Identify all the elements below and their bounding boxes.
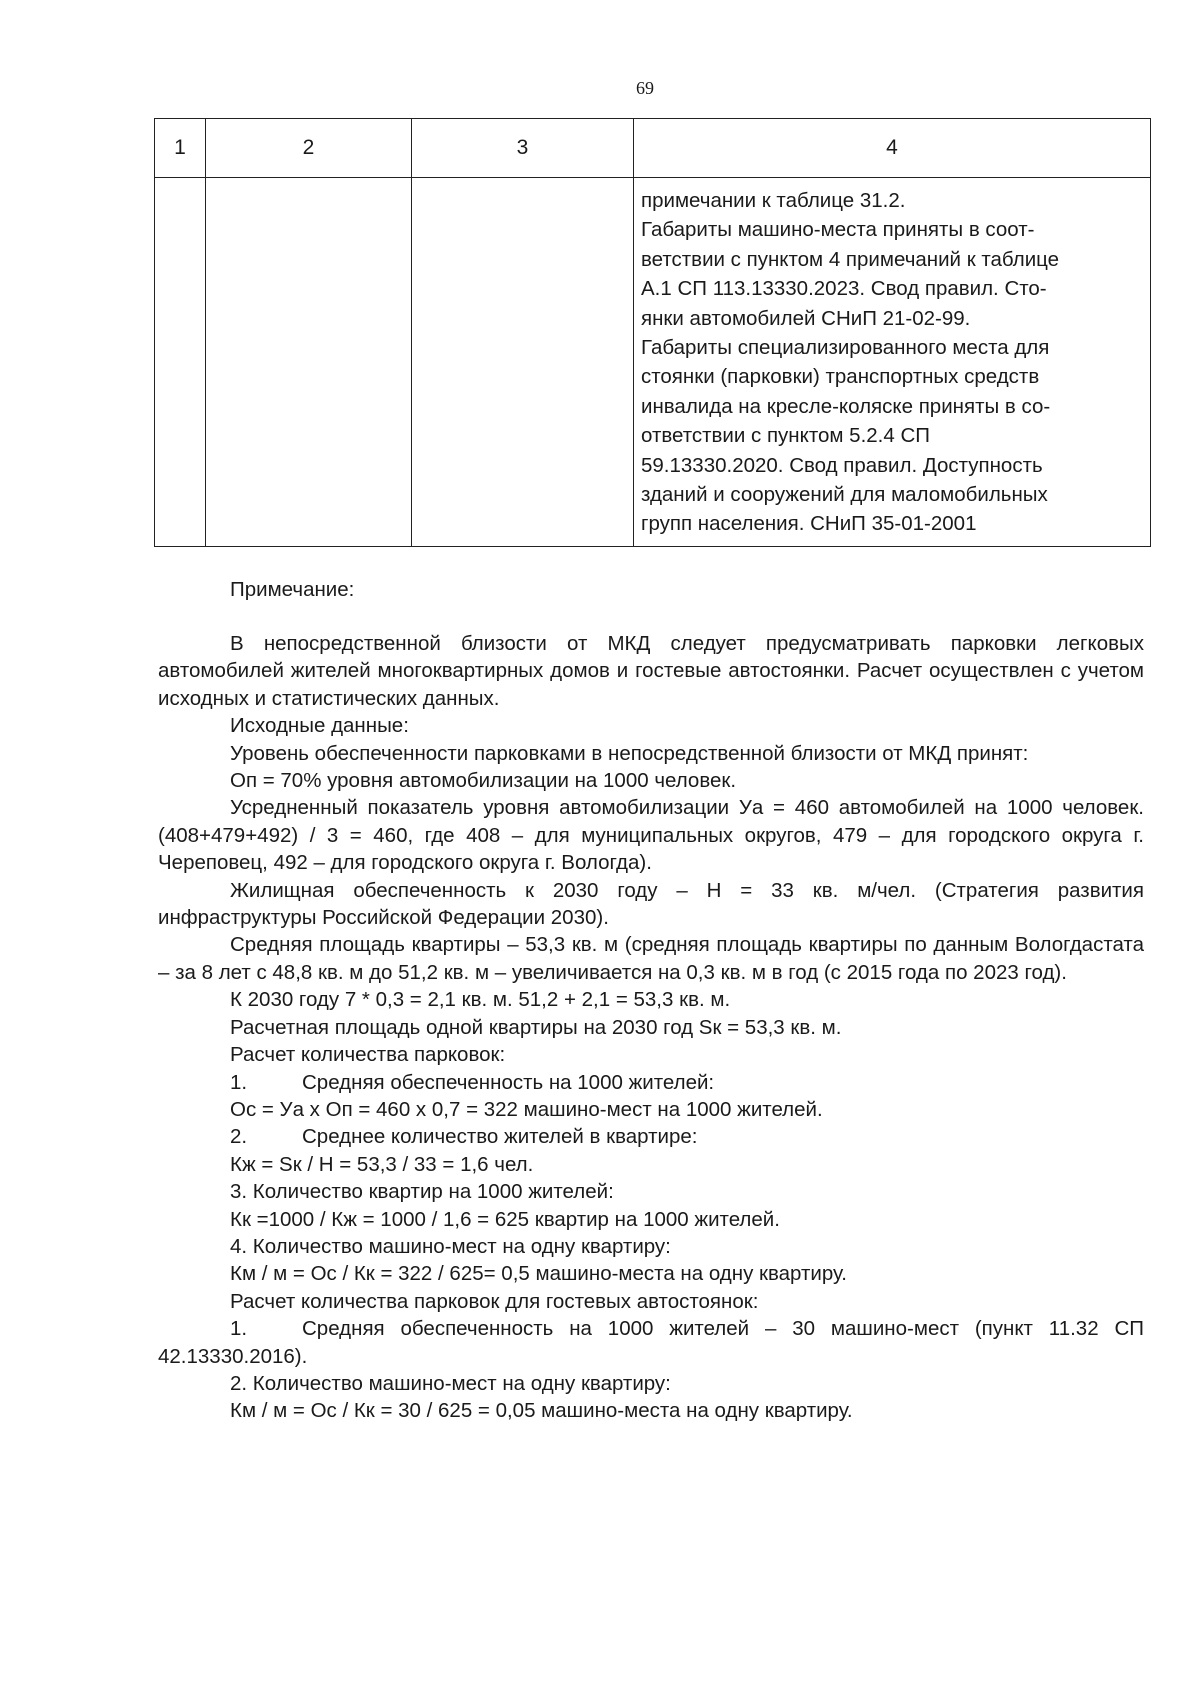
guest-calc-heading: Расчет количества парковок для гостевых автостоянок:: [230, 1289, 759, 1313]
km-formula: Км / м = Ос / Кк = 322 / 625= 0,5 машино-места на одну квартиру.: [230, 1262, 847, 1286]
list-item: [158, 1315, 1144, 1370]
table-header-row: [155, 119, 1151, 178]
guest-km-formula: Км / м = Ос / Кк = 30 / 625 = 0,05 машино-места на одну квартиру.: [230, 1399, 853, 1423]
cell-line: инвалида на кресле-коляске приняты в со-: [641, 394, 1051, 418]
initial-data-heading: Исходные данные:: [230, 714, 409, 738]
list-item-text: Средняя обеспеченность на 1000 жителей – 30 машино-мест (пункт 11.32 СП 42.13330.2016).: [158, 1317, 1144, 1368]
list-item: 2. Количество машино-мест на одну квартиру:: [230, 1371, 671, 1395]
parking-calc-heading: Расчет количества парковок:: [230, 1043, 506, 1067]
housing-paragraph: Жилищная обеспеченность к 2030 году – Н = 33 кв. м/чел. (Стратегия развития инфраструктуры Российской Федерации 2030).: [158, 878, 1144, 930]
intro-paragraph: В непосредственной близости от МКД следует предусматривать парковки легковых автомобилей жителей многоквартирных домов и гостевые автостоянки. Расчет осуществлен с учетом исходных и статистических данных.: [158, 632, 1144, 710]
avg-area-paragraph: Средняя площадь квартиры – 53,3 кв. м (средняя площадь квартиры по данным Вологдастата – за 8 лет с 48,8 кв. м до 51,2 кв. м – увеличивается на 0,3 кв. м в год (с 2015 года по 2023 год).: [158, 933, 1144, 984]
table-cell-col-4-text: [634, 178, 1150, 539]
cell-line: примечании к таблице 31.2.: [641, 189, 906, 212]
note-heading: Примечание:: [230, 578, 355, 601]
list-item: 3. Количество квартир на 1000 жителей:: [230, 1180, 614, 1204]
note-body: [158, 630, 1144, 1425]
list-item-text: Средняя обеспеченность на 1000 жителей:: [302, 1070, 715, 1094]
table-row: [155, 178, 1151, 547]
table-header-col-4: 4: [634, 119, 1151, 178]
list-item-number: 1.: [230, 1317, 248, 1341]
kk-formula: Кк =1000 / Кж = 1000 / 1,6 = 625 квартир на 1000 жителей.: [230, 1207, 780, 1231]
calc-2030-formula: К 2030 году 7 * 0,3 = 2,1 кв. м. 51,2 + 2,1 = 53,3 кв. м.: [230, 988, 731, 1012]
cell-line: Габариты специализированного места для: [641, 336, 1050, 360]
page-number: 69: [636, 78, 654, 98]
cell-line: ветствии с пунктом 4 примечаний к таблице: [641, 247, 1060, 271]
kzh-formula: Кж = Sк / Н = 53,3 / 33 = 1,6 чел.: [230, 1152, 534, 1176]
list-item-number: 1.: [230, 1070, 248, 1094]
cell-line: ответствии с пунктом 5.2.4 СП: [641, 424, 931, 448]
list-item-number: 2.: [230, 1125, 248, 1149]
table-header-col-2: 2: [206, 119, 412, 178]
sk-formula: Расчетная площадь одной квартиры на 2030 год Sк = 53,3 кв. м.: [230, 1015, 842, 1039]
ya-paragraph: Усредненный показатель уровня автомобилизации Уа = 460 автомобилей на 1000 человек. (408+479+492) / 3 = 460, где 408 – для муниципальных округов, 479 – для городского округа г. Череповец, 492 – для городского округа г. Вологда).: [158, 796, 1144, 875]
list-item: [158, 1069, 1144, 1096]
cell-line: групп населения. СНиП 35-01-2001: [641, 512, 977, 536]
cell-line: янки автомобилей СНиП 21-02-99.: [641, 306, 971, 330]
cell-line: 59.13330.2020. Свод правил. Доступность: [641, 453, 1043, 477]
list-item: [158, 1123, 1144, 1150]
table-cell-col-1: [155, 178, 206, 547]
cell-line: Габариты машино-места приняты в соот-: [641, 218, 1035, 242]
table-cell-col-2: [206, 178, 412, 547]
oc-formula: Ос = Уа х Оп = 460 х 0,7 = 322 машино-мест на 1000 жителей.: [230, 1097, 823, 1121]
list-item-text: Среднее количество жителей в квартире:: [302, 1125, 698, 1149]
provision-level-text: Уровень обеспеченности парковками в непосредственной близости от МКД принят:: [230, 741, 1029, 765]
cell-line: А.1 СП 113.13330.2023. Свод правил. Сто-: [641, 277, 1047, 301]
list-item: 4. Количество машино-мест на одну квартиру:: [230, 1234, 671, 1258]
table-cell-col-3: [412, 178, 634, 547]
cell-line: зданий и сооружений для маломобильных: [641, 483, 1048, 507]
table-header-col-3: 3: [412, 119, 634, 178]
table-header-col-1: 1: [155, 119, 206, 178]
continuation-table: [154, 118, 1151, 547]
cell-line: стоянки (парковки) транспортных средств: [641, 365, 1040, 389]
op-formula: Оп = 70% уровня автомобилизации на 1000 человек.: [230, 769, 737, 793]
table-cell-col-4: [634, 178, 1151, 547]
